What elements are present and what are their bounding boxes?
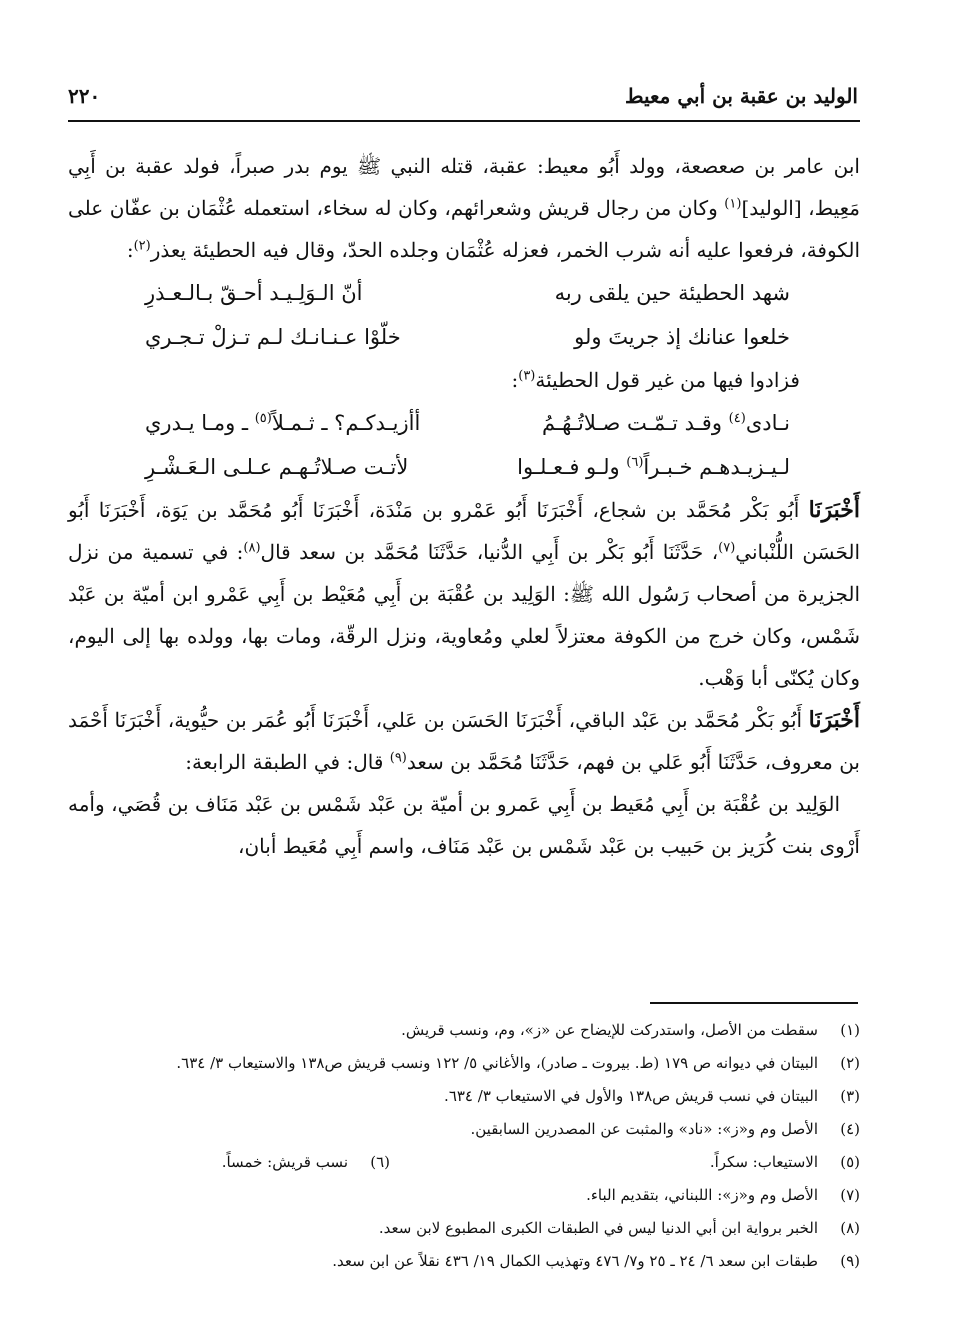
running-header [68,80,858,114]
text-run: لـيـزيـدهـم خـبـراً [643,455,790,479]
verse-line-4 [145,445,790,489]
footnote-number: (٣) [840,1087,860,1105]
footnote-ref: (٦) [626,455,644,470]
footnote [68,1047,860,1080]
footnote-number: (٦) [370,1153,390,1171]
verse-line-1 [145,271,790,315]
hemistich: خلّوْا عـنـانـك لـم تـزلْ تـجـري [145,325,401,349]
footnote-text: نسب قريش: خمساً. [221,1153,348,1171]
footnote-ref: (٧) [718,540,736,556]
footnote [68,1146,860,1179]
footnote-ref: (٥) [254,411,272,426]
text-run: وقـد تـمّـت صـلاتُـهُـمُ [542,411,729,435]
page-number: ٢٢٠ [68,84,101,108]
footnote-text: الأصل وم و«ز»: اللبناني، بتقديم الباء. [586,1186,818,1204]
footnote-ref: (٩) [389,750,407,766]
footnote-number: (٢) [840,1054,860,1072]
footnote-text: الخبر برواية ابن أبي الدنيا ليس في الطبقات الكبرى المطبوع لابن سعد. [378,1219,818,1237]
verse-intro [68,359,800,401]
text-run: : في تسمية من نزل الجزيرة من أصحاب رَسُول الله ﷺ: الوَلِيد بن عُقْبَة بن أَبِي مُعَيْط بن أَبِي عَمْرو ابن أميّة بن عَبْد شَمْس، وكان خرج من الكوفة معتزلاً لعلي ومُعاوية، ونزل الرقّة، ومات بها، وولده بها إلى اليوم، وكان يُكنّى أبا وَهْب. [68,540,860,690]
text-run: نـادى [745,411,790,435]
footnote-ref: (١) [724,196,742,212]
footnote-number: (٧) [840,1186,860,1204]
footnote-number: (٤) [840,1120,860,1138]
footnote-number: (٩) [840,1252,860,1270]
lead-word: أَخْبَرَنَا [808,707,860,733]
hemistich [542,401,790,445]
hemistich: لأتـت صـلاتُـهـم عـلـى الـعَـشْـرِ [145,455,409,479]
footnote [68,1179,860,1212]
footnote-ref: (٢) [133,238,151,254]
footnote-text: البيتان في ديوانه ص ١٧٩ (ط. بيروت ـ صادر)، والأغاني ٥/ ١٢٢ ونسب قريش ص١٣٨ والاستيعاب ٣/ ٦٣٤. [176,1054,818,1072]
footnote-rule [650,1002,858,1004]
text-run: وكان من رجال قريش وشعرائهم، وكان له سخاء، استعمله عُثْمَان بن عفّان على الكوفة، فرفعوا عليه أنه شرب الخمر، فعزله عُثْمَان وجلده الحدّ، وقال فيه الحطيئة يعذر [68,196,860,262]
text-run: فزادوا فيها من غير قول الحطيئة [535,368,800,392]
footnote [68,1080,860,1113]
paragraph-3 [68,699,860,783]
footnote-text: طبقات ابن سعد ٦/ ٢٤ ـ ٢٥ و٧/ ٤٧٦ وتهذيب الكمال ١٩/ ٤٣٦ نقلاً عن ابن سعد. [332,1252,818,1270]
text-run: الوَلِيد بن عُقْبَة بن أَبِي مُعَيط بن أَبِي عَمرو بن أميّة بن عَبْد شَمْس بن عَبْد مَنَاف بن قُصَي، وأمه أَرْوى بنت كُرَيز بن حَبيب بن عَبْد شَمْس بن عَبْد مَنَاف، واسم أَبِي مُعَيط أبان، [68,792,860,858]
text-run: : [511,368,519,392]
text-run: أأزيـدكـم؟ ـ ثـمـلاً [271,411,421,435]
header-title: الوليد بن عقبة بن أبي معيط [625,84,858,108]
text-run: أَبُو بَكْر مُحَمَّد بن شجاع، أَخْبَرَنَا أَبُو عَمْرو بن مَنْدَة، أَخْبَرَنَا أَبُو مُحَمَّد بن يَوَة، أَخْبَرَنَا أَبُو الحَسَن اللُّنْباني [68,498,861,564]
footnote-number: (٥) [840,1153,860,1171]
lead-word: أَخْبَرَنَا [808,497,860,523]
text-run: ـ ومـا يـدري [145,411,255,435]
footnote-text: البيتان في نسب قريش ص١٣٨ والأول في الاستيعاب ٣/ ٦٣٤. [444,1087,818,1105]
text-run: : [126,238,134,262]
footnote [68,1113,860,1146]
header-rule [68,120,860,122]
footnote-text: الأصل وم و«ز»: «ناد» والمثبت عن المصدرين السابقين. [470,1120,818,1138]
verse-line-2 [145,315,790,359]
hemistich [145,401,420,445]
footnote-ref: (٨) [243,540,261,556]
footnote-ref: (٤) [728,411,746,426]
footnote-half [222,1146,390,1179]
footnotes [68,1014,860,1278]
footnote-ref: (٣) [518,368,536,384]
text-run: ولـو فـعـلـوا [517,455,627,479]
hemistich: أنّ الـوَلِـيـد أحـقّ بـالـعـذرِ [145,281,363,305]
text-run: قال: في الطبقة الرابعة: [185,750,390,774]
text-run: أَبُو بَكْر مُحَمَّد بن عَبْد الباقي، أَخْبَرَنَا الحَسَن بن عَلي، أَخْبَرَنَا أَبُو عُمَر بن حيُّوية، أَخْبَرَنَا أَحْمَد بن معروف، حَدَّثَنَا أَبُو عَلي بن فهم، حَدَّثَنَا مُحَمَّد بن سعد [68,708,860,774]
main-text [68,145,860,867]
paragraph-4 [68,783,860,867]
footnote-number: (١) [840,1021,860,1039]
verse-line-3 [145,401,790,445]
footnote [68,1212,860,1245]
footnote-text: الاستيعاب: سكراً. [709,1153,818,1171]
footnote [68,1245,860,1278]
footnote [68,1014,860,1047]
hemistich: شهد الحطيئة حين يلقى ربه [554,281,790,305]
hemistich [517,445,790,489]
text-run: ابن عامر بن صعصعة، وولد أَبُو معيط: عقبة، قتله النبي ﷺ يوم بدر صبراً، فولد عقبة بن أَبِي مَعِيط، [الوليد] [68,154,860,220]
paragraph-2 [68,489,860,699]
hemistich: خلعوا عنانك إذ جريتَ ولو [574,325,790,349]
footnote-half [390,1146,860,1179]
text-run: ، حَدَّثَنَا أَبُو بَكْر بن أَبِي الدُّنيا، حَدَّثَنَا مُحَمَّد بن سعد قال [260,540,719,564]
paragraph-1 [68,145,860,271]
footnote-text: سقطت من الأصل، واستدركت للإيضاح عن «ز»، وم، ونسب قريش. [401,1021,818,1039]
footnote-number: (٨) [840,1219,860,1237]
